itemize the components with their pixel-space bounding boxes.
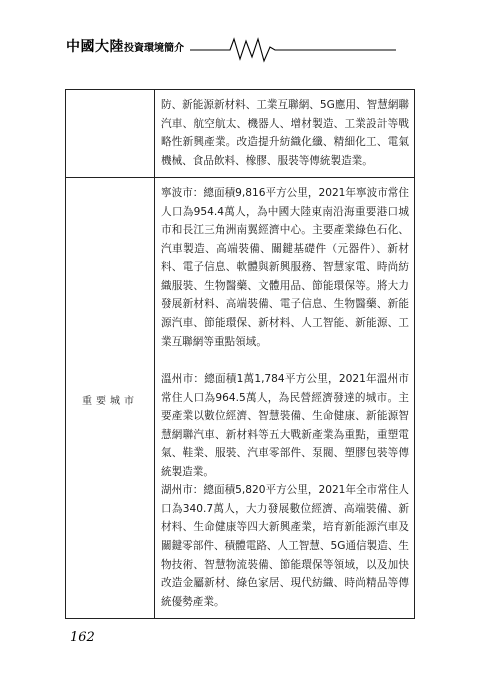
header-wave-line	[0, 0, 480, 70]
table-row	[66, 90, 415, 178]
content-table	[65, 89, 415, 619]
page-number: 162	[70, 630, 95, 645]
header-title-main: 中國大陸	[66, 39, 124, 55]
page-header	[0, 0, 480, 70]
table-text-cell	[155, 90, 415, 178]
wenzhou-paragraph: 溫州市：總面積1萬1,784平方公里，2021年溫州市常住人口為964.5萬人，為民營經濟發達的城市。主要產業以數位經濟、智慧裝備、生命健康、新能源智慧網聯汽車、新材料等五大戰新產業為重點，重塑電氣、鞋業、服裝、汽車零部件、泵閥、塑膠包裝等傳統製造業。	[161, 373, 409, 478]
header-title-sub: 投資環境簡介	[124, 43, 184, 54]
table-row	[66, 178, 415, 619]
important-cities-label: 重要城市	[82, 395, 138, 407]
table-text-cell	[155, 178, 415, 619]
ningbo-paragraph: 寧波市：總面積9,816平方公里，2021年寧波市常住人口為954.4萬人，為中國大陸東南沿海重要港口城市和長江三角洲南翼經濟中心。主要產業綠色石化、汽車製造、高端裝備、關鍵基礎件（元器件）、新材料、電子信息、軟體與新興服務、智慧家電、時尚紡織服裝、生物醫藥、文體用品、節能環保等。將大力發展新材料、高端裝備、電子信息、生物醫藥、新能源汽車、節能環保、新材料、人工智能、新能源、工業互聯網等重點領域。	[161, 187, 409, 348]
huzhou-paragraph: 湖州市：總面積5,820平方公里，2021年全市常住人口為340.7萬人，大力發展數位經濟、高端裝備、新材料、生命健康等四大新興產業，培育新能源汽車及關鍵零部件、積體電路、人工智慧、5G通信製造、生物技術、智慧物流裝備、節能環保等領域，以及加快改造金屬新材、綠色家居、現代紡織、時尚精品等傳統優勢產業。	[161, 484, 410, 608]
table-label-cell-empty	[66, 90, 155, 178]
industry-paragraph: 防、新能源新材料、工業互聯網、5G應用、智慧網聯汽車、航空航太、機器人、增材製造、工業設計等戰略性新興產業。改造提升紡織化纖、精細化工、電氣機械、食品飲料、橡膠、服裝等傳統製造業。	[161, 99, 410, 167]
paragraph-spacer	[161, 351, 409, 370]
table-label-cell	[66, 178, 155, 619]
